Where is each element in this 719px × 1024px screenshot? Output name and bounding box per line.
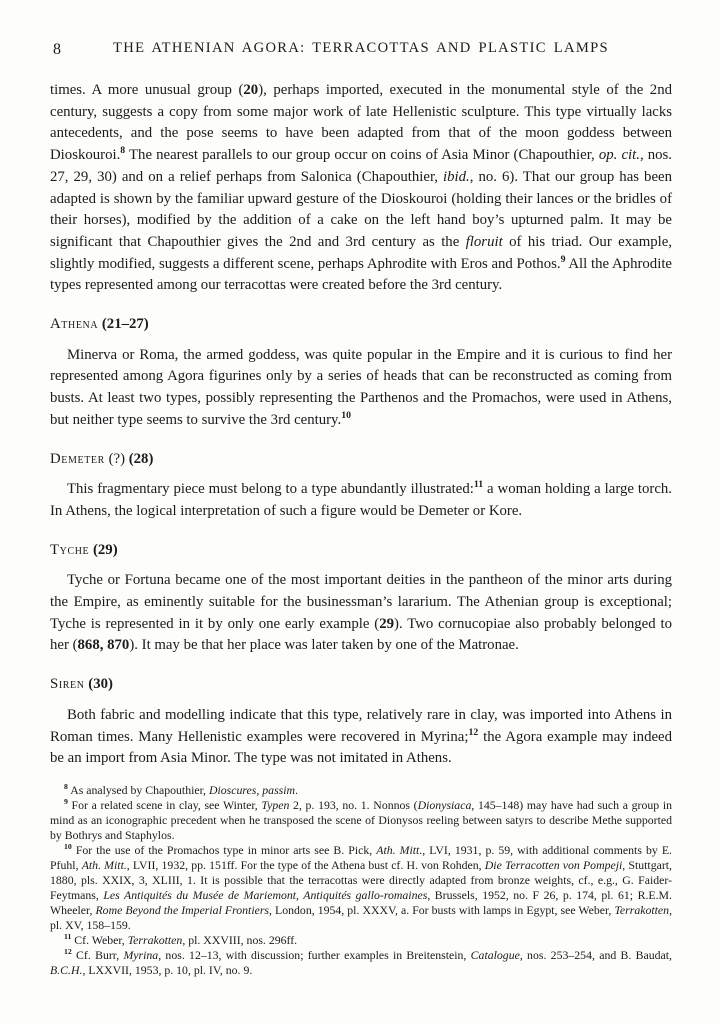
running-title: THE ATHENIAN AGORA: TERRACOTTAS AND PLASTIC LAMPS (113, 40, 609, 56)
footnote-11: $^{11}$ Cf. Weber, Terrakotten, pl. XXVIII, nos. 296ff. (64, 932, 298, 947)
page-number: 8 (53, 41, 61, 58)
footnote-10: $^{10}$ For the use of the Promachos type in minor arts see B. Pick, Ath. Mitt., LVI, 1931, p. 59, with additional comments by E. Pfuhl, Ath. Mitt., LVII, 1932, pp. 151ff. For the type of the Athena bust cf. H. von Rohden, Die Terracotten von Pompeji, Stuttgart, 1880, pls. XXIX, 3, XLIII, 1. It is possible that the terracottas were directly adapted from bronze weights, cf., e.g., G. Faider-Feytmans, Les Antiquités du Musée de Mariemont, Antiquités gallo-romaines, Brussels, 1952, no. F 26, p. 174, pl. 61; R.E.M. Wheeler, Rome Beyond the Imperial Frontiers, London, 1954, pl. XXXV, a. For busts with lamps in Egypt, see Weber, Terrakotten, pl. XV, 158–159. (50, 842, 673, 932)
section-heading-siren: Siren (30) (50, 676, 113, 693)
section-siren (50, 674, 672, 770)
page-header (50, 40, 672, 58)
intro-paragraph: times. A more unusual group (20), perhaps imported, executed in the monumental style of the 2nd century, suggests a copy from some major work of late Hellenistic sculpture. This type virtually lacks antecedents, and the pose seems to have been adapted from that of the moon goddess between Dioskouroi.$^8$ The nearest parallels to our group occur on coins of Asia Minor (Chapouthier, op. cit., nos. 27, 29, 30) and on a relief perhaps from Salonica (Chapouthier, ibid., no. 6). That our group has been adapted is shown by the familiar upward gesture of the Dioskouroi (holding their lances or the bridles of their horses), modified by the addition of a cake on the left hand boy’s upturned palm. It may be significant that Chapouthier gives the 2nd and 3rd century as the floruit of his triad. Our example, slightly modified, suggests a different scene, perhaps Aphrodite with Eros and Pothos.$^9$ All the Aphrodite types represented among our terracottas were created before the 3rd century. (50, 82, 672, 294)
section-demeter (50, 449, 672, 523)
section-athena (50, 314, 672, 432)
footnotes-block (50, 783, 672, 978)
section-heading-athena: Athena (21–27) (50, 316, 149, 333)
section-tyche (50, 540, 672, 658)
footnote-12: $^{12}$ Cf. Burr, Myrina, nos. 12–13, with discussion; further examples in Breitenstein, Catalogue, nos. 253–254, and B. Baudat, B.C.H., LXXVII, 1953, p. 10, pl. IV, no. 9. (50, 947, 672, 977)
section-heading-demeter: Demeter (?) (28) (50, 450, 154, 467)
footnote-8: $^8$ As analysed by Chapouthier, Dioscures, passim. (64, 782, 299, 797)
section-paragraph-demeter: This fragmentary piece must belong to a type abundantly illustrated:$^{11}$ a woman holding a large torch. In Athens, the logical interpretation of such a figure would be Demeter or Kore. (50, 479, 672, 519)
section-paragraph-siren: Both fabric and modelling indicate that this type, relatively rare in clay, was imported into Athens in Roman times. Many Hellenistic examples were recovered in Myrina;$^{12}$ the Agora example may indeed be an import from Asia Minor. The type was not imitated in Athens. (50, 706, 672, 767)
page-body (50, 80, 672, 770)
footnote-9: $^9$ For a related scene in clay, see Winter, Typen 2, p. 193, no. 1. Nonnos (Dionysiaca, 145–148) may have had such a group in mind as an iconographic precedent when he transposed the scene of Dionysos reeling between satyrs to describe Methe supported by Bothrys and Staphylos. (50, 797, 672, 842)
section-heading-tyche: Tyche (29) (50, 541, 118, 558)
section-paragraph-tyche: Tyche or Fortuna became one of the most important deities in the pantheon of the minor arts during the Empire, as eminently suitable for the businessman’s lararium. The Athenian group is exceptional; Tyche is represented in it by only one early example (29). Two cornucopiae also probably belonged to her (868, 870). It may be that her place was later taken by one of the Matronae. (50, 572, 672, 654)
section-paragraph-athena: Minerva or Roma, the armed goddess, was quite popular in the Empire and it is curious to find her represented among Agora figurines only by a series of heads that can be reconstructed as coming from busts. At least two types, possibly representing the Parthenos and the Promachos, were used in Athens, but neither type seems to survive the 3rd century.$^{10}$ (50, 346, 672, 428)
